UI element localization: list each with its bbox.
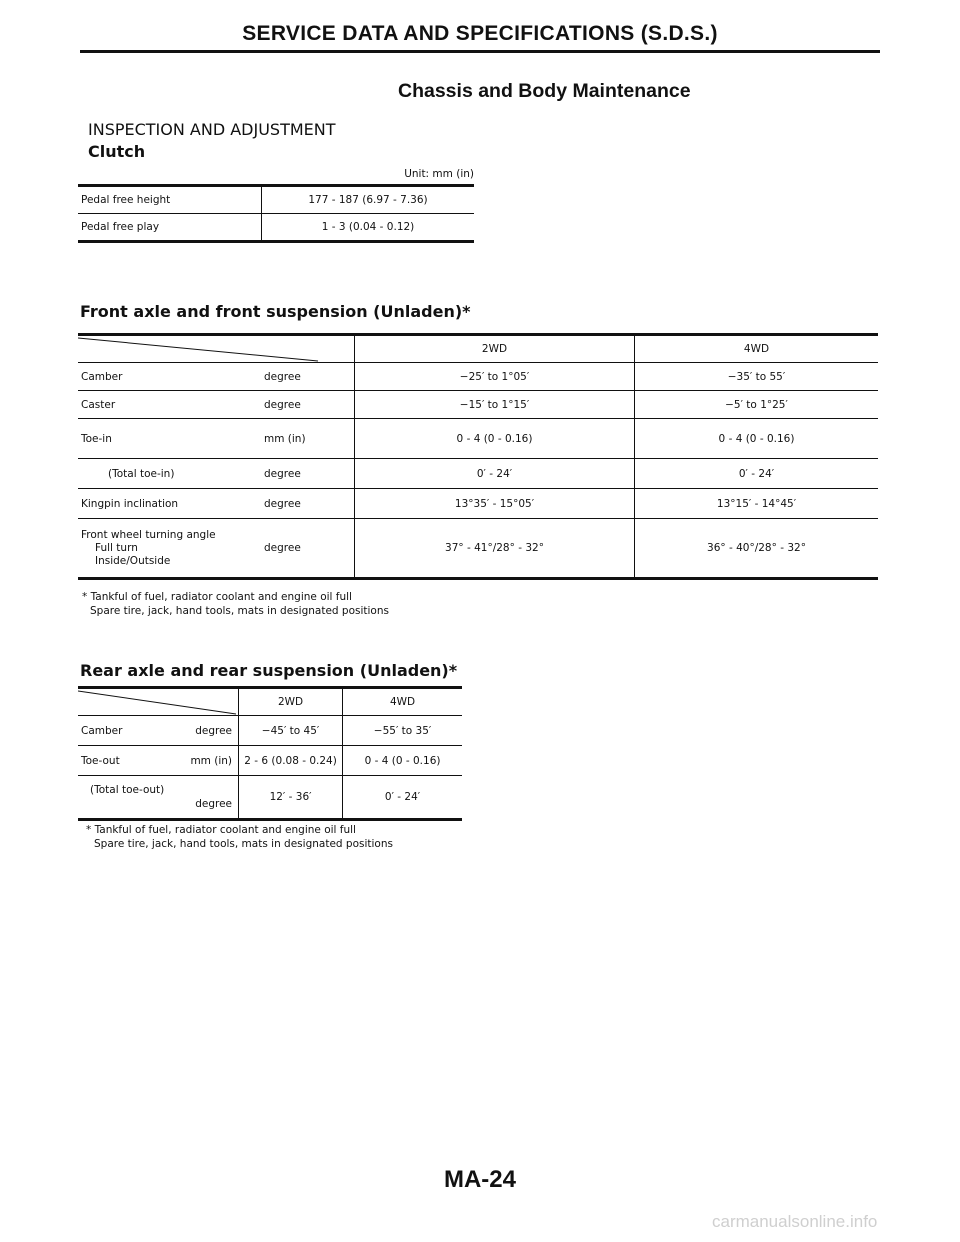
row-4wd: 0′ - 24′ [343,776,462,820]
table-row [78,391,878,419]
watermark: carmanualsonline.info [712,1212,878,1231]
rear-suspension-table [78,686,462,821]
header-corner [78,335,355,363]
row-2wd: 0′ - 24′ [355,459,635,489]
section-subtitle: Clutch [88,142,146,161]
row-item: Caster [78,391,258,419]
table-row [78,776,462,820]
section-title: INSPECTION AND ADJUSTMENT [88,120,336,139]
row-item-line: (Total toe-out) [90,784,165,796]
col-2wd: 2WD [355,335,635,363]
row-2wd: 2 - 6 (0.08 - 0.24) [239,746,343,776]
header-corner [78,688,239,716]
row-unit: degree [162,716,239,746]
clutch-table [78,184,474,243]
row-4wd: 36° - 40°/28° - 32° [635,519,879,579]
row-item: Toe-in [78,419,258,459]
table-row [78,489,878,519]
row-item [78,519,258,579]
row-4wd: −5′ to 1°25′ [635,391,879,419]
row-2wd: 12′ - 36′ [239,776,343,820]
row-2wd: 13°35′ - 15°05′ [355,489,635,519]
footnote-line: Spare tire, jack, hand tools, mats in designated positions [94,838,393,850]
row-item-line: Inside/Outside [95,554,171,567]
page-subheader: Chassis and Body Maintenance [398,80,691,102]
footnote [86,823,393,851]
row-item: Camber [78,363,258,391]
page-header: SERVICE DATA AND SPECIFICATIONS (S.D.S.) [242,22,718,45]
table-row [78,363,878,391]
row-unit: degree [258,459,355,489]
table-row [78,519,878,579]
row-value: 1 - 3 (0.04 - 0.12) [262,214,475,242]
table-row [78,459,878,489]
footnote-line: * Tankful of fuel, radiator coolant and engine oil full [86,824,356,836]
row-4wd: −35′ to 55′ [635,363,879,391]
row-item [78,776,239,820]
table-row [78,746,462,776]
table-header-row [78,688,462,716]
row-item: (Total toe-in) [78,459,258,489]
row-item-line: Full turn [95,541,138,554]
row-label: Pedal free play [81,221,160,233]
row-4wd: 0 - 4 (0 - 0.16) [343,746,462,776]
row-unit: mm (in) [162,746,239,776]
header-rule [80,50,880,53]
row-4wd: 0 - 4 (0 - 0.16) [635,419,879,459]
table-row [78,419,878,459]
row-2wd: 37° - 41°/28° - 32° [355,519,635,579]
table-header-row [78,335,878,363]
row-unit: degree [258,391,355,419]
row-2wd: 0 - 4 (0 - 0.16) [355,419,635,459]
footnote-line: * Tankful of fuel, radiator coolant and engine oil full [82,591,352,603]
row-value: 177 - 187 (6.97 - 7.36) [262,186,475,214]
rear-table-title: Rear axle and rear suspension (Unladen)* [80,661,458,680]
row-label: Pedal free height [78,186,262,214]
row-4wd: 0′ - 24′ [635,459,879,489]
row-unit: mm (in) [258,419,355,459]
front-suspension-table [78,333,878,580]
row-item: Kingpin inclination [78,489,258,519]
diagonal-rule [78,336,324,362]
row-item-line: Front wheel turning angle [81,528,216,541]
table-row [78,214,474,242]
clutch-unit: Unit: mm (in) [404,168,474,180]
row-2wd: −15′ to 1°15′ [355,391,635,419]
row-2wd: −25′ to 1°05′ [355,363,635,391]
row-item: Toe-out [78,746,162,776]
row-unit: degree [258,489,355,519]
col-4wd: 4WD [635,335,879,363]
row-unit: degree [264,542,301,554]
footnote-line: Spare tire, jack, hand tools, mats in designated positions [90,605,389,617]
footnote [82,590,389,618]
row-unit: degree [195,798,232,810]
row-unit: degree [258,363,355,391]
front-table-title: Front axle and front suspension (Unladen)* [80,302,471,321]
table-row [78,186,474,214]
col-2wd: 2WD [239,688,343,716]
row-4wd: 13°15′ - 14°45′ [635,489,879,519]
row-4wd: −55′ to 35′ [343,716,462,746]
table-row [78,716,462,746]
row-item: Camber [78,716,162,746]
col-4wd: 4WD [343,688,462,716]
row-2wd: −45′ to 45′ [239,716,343,746]
diagonal-rule [78,689,238,715]
page-number: MA-24 [443,1166,516,1193]
